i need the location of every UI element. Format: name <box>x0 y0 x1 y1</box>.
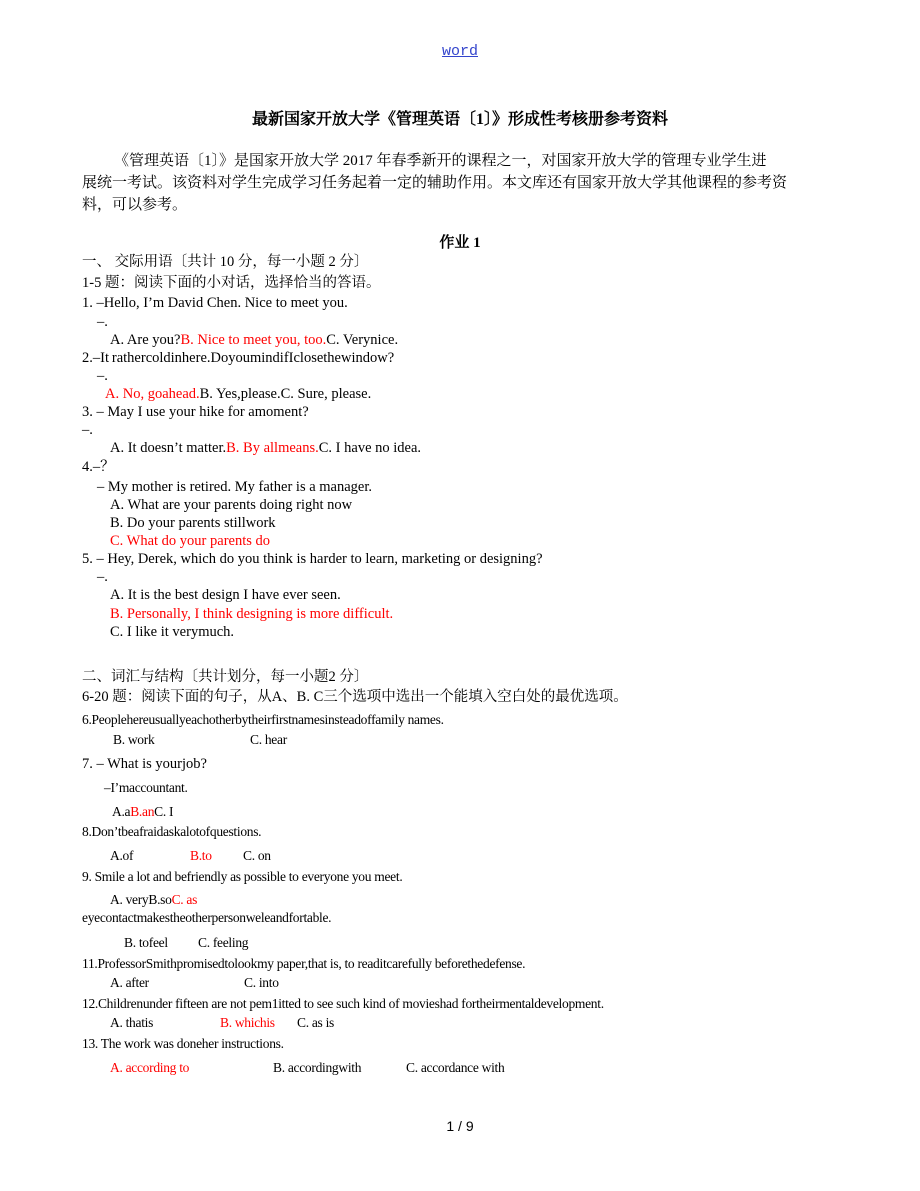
q12-option-b-correct: B. whichis <box>220 1015 275 1030</box>
word-link[interactable]: word <box>441 43 478 60</box>
q8-option-c: C. on <box>243 848 271 863</box>
q4-option-b: B. Do your parents stillwork <box>110 515 276 531</box>
q1-answer: –. <box>97 314 108 330</box>
option-c-correct: C. as <box>171 892 198 907</box>
option-a: A. It doesn’t matter. <box>110 440 227 456</box>
q9-options <box>110 891 197 909</box>
option-a: A.a <box>112 804 131 819</box>
q5-option-a: A. It is the best design I have ever seen. <box>110 587 341 603</box>
section-2-heading: 二、词汇与结构〔共计划分，每一小题2 分〕 <box>82 669 369 685</box>
q10-question: eyecontactmakestheotherpersonweleandfortable. <box>82 910 332 925</box>
assignment-heading: 作业 1 <box>439 235 481 251</box>
option-a: A. Are you? <box>110 332 181 348</box>
q1-options <box>110 331 398 349</box>
option-c: C. I <box>154 804 174 819</box>
q7-question: 7. – What is yourjob? <box>82 756 207 772</box>
q8-option-a: A.of <box>110 848 134 863</box>
intro-line-3: 料，可以参考。 <box>82 197 188 213</box>
intro-line-2: 展统一考试。该资料对学生完成学习任务起着一定的辅助作用。本文库还有国家开放大学其他课程的参考资 <box>82 175 788 191</box>
document-title: 最新国家开放大学《管理英语〔1〕》形成性考核册参考资料 <box>251 111 668 128</box>
q4-option-a: A. What are your parents doing right now <box>110 497 353 513</box>
q13-option-c: C. accordance with <box>406 1060 505 1075</box>
q13-question: 13. The work was doneher instructions. <box>82 1036 284 1051</box>
q6-question: 6.Peoplehereusuallyeachotherbytheirfirstnamesinsteadoffamily names. <box>82 712 444 727</box>
q13-option-b: B. accordingwith <box>273 1060 362 1075</box>
intro-line-1: 《管理英语〔1〕》是国家开放大学 2017 年春季新开的课程之一，对国家开放大学的管理专业学生进 <box>114 153 767 169</box>
q8-question: 8.Don’tbeafraidaskalotofquestions. <box>82 824 262 839</box>
option-a-correct: A. No, goahead. <box>105 386 200 402</box>
q5-question: 5. – Hey, Derek, which do you think is harder to learn, marketing or designing? <box>82 551 543 567</box>
q8-option-b-correct: B.to <box>190 848 212 863</box>
q3-options <box>110 439 421 457</box>
q12-option-a: A. thatis <box>110 1015 154 1030</box>
q2-answer: –. <box>97 368 108 384</box>
q2-options <box>105 385 371 403</box>
q10-option-c: C. feeling <box>198 935 249 950</box>
section-2-instructions: 6-20 题：阅读下面的句子，从A、B. C三个选项中选出一个能填入空白处的最优选项。 <box>82 689 628 705</box>
q10-option-b: B. tofeel <box>124 935 168 950</box>
q6-option-b: B. work <box>113 732 155 747</box>
option-b: B. Yes,please. <box>199 386 281 402</box>
q12-option-c: C. as is <box>297 1015 334 1030</box>
q13-option-a-correct: A. according to <box>110 1060 190 1075</box>
q11-question: 11.ProfessorSmithpromisedtolookmy paper,that is, to readitcarefully beforethedefense. <box>82 956 526 971</box>
q7-answer: –I’maccountant. <box>104 780 188 795</box>
q9-question: 9. Smile a lot and befriendly as possible to everyone you meet. <box>82 869 403 884</box>
option-c: C. I have no idea. <box>318 440 422 456</box>
q5-option-c: C. I like it verymuch. <box>110 624 235 640</box>
section-1-instructions: 1-5 题：阅读下面的小对话，选择恰当的答语。 <box>82 275 381 291</box>
q3-question: 3. – May I use your hike for amoment? <box>82 404 309 420</box>
q1-question: 1. –Hello, I’m David Chen. Nice to meet you. <box>82 295 348 311</box>
q4-question: 4.–？ <box>82 459 115 475</box>
q12-question: 12.Childrenunder fifteen are not pem1itted to see such kind of movieshad fortheirmentaldevelopment. <box>82 996 604 1011</box>
option-b-correct: B. By allmeans. <box>226 440 319 456</box>
q7-options <box>112 803 173 821</box>
q3-answer: –. <box>82 422 93 438</box>
q5-option-b-correct: B. Personally, I think designing is more difficult. <box>110 606 394 622</box>
q4-option-c-correct: C. What do your parents do <box>110 533 271 549</box>
q4-answer: – My mother is retired. My father is a manager. <box>97 479 373 495</box>
page-number: 1 / 9 <box>446 1118 474 1134</box>
section-1-heading: 一、 交际用语〔共计 10 分，每一小题 2 分〕 <box>82 254 369 270</box>
q6-option-c: C. hear <box>250 732 287 747</box>
option-b-correct: B. Nice to meet you, too. <box>180 332 327 348</box>
q2-question: 2.–It rathercoldinhere.DoyoumindifIclosethewindow? <box>82 350 395 366</box>
q11-option-a: A. after <box>110 975 149 990</box>
q5-answer: –. <box>97 569 108 585</box>
option-c: C. Sure, please. <box>280 386 372 402</box>
q11-option-c: C. into <box>244 975 279 990</box>
option-a-b: A. veryB.so <box>110 892 172 907</box>
option-c: C. Verynice. <box>326 332 399 348</box>
header-word-link[interactable] <box>0 43 920 60</box>
option-b-correct: B.an <box>130 804 155 819</box>
